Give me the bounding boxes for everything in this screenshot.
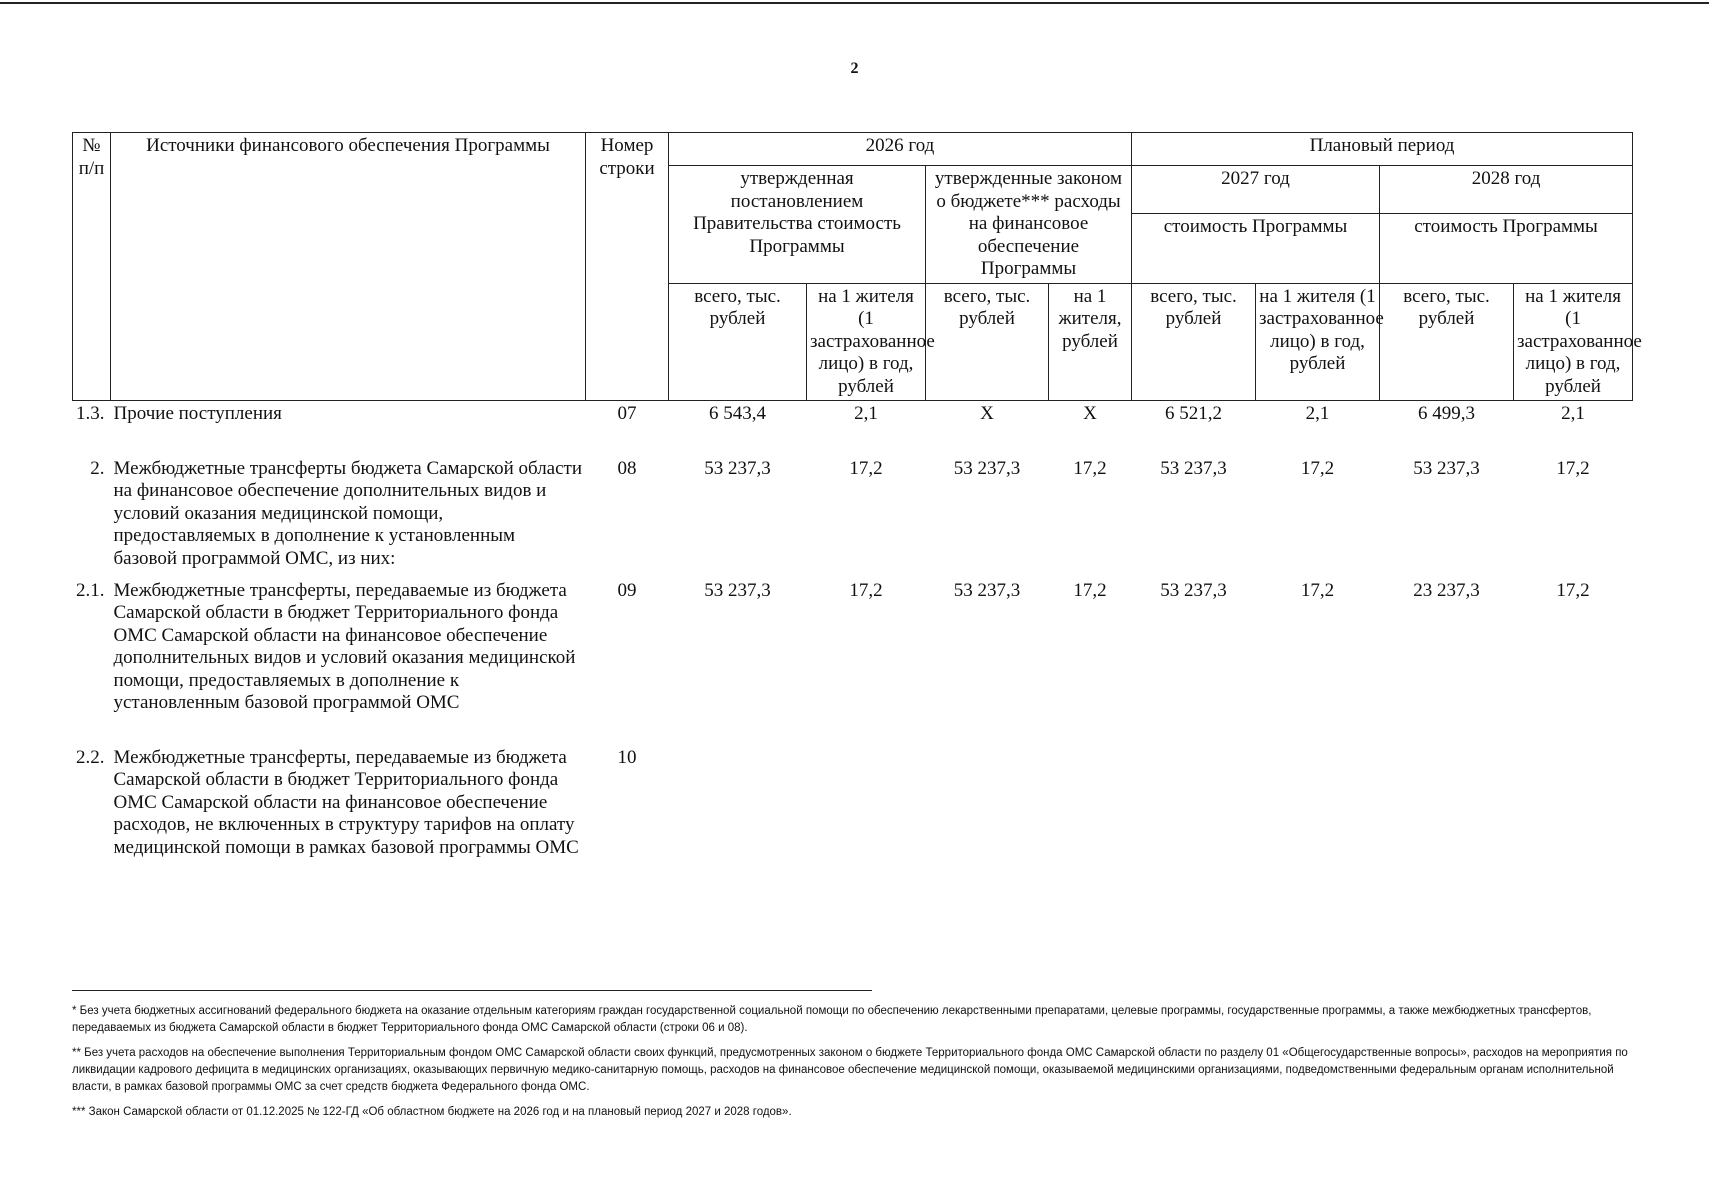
- row-value: [1132, 745, 1256, 862]
- row-line: 08: [617, 457, 637, 479]
- footnotes: [72, 990, 1632, 1129]
- row-value: 53 237,3: [953, 579, 1021, 601]
- header-program-cost-2028: стоимость Программы: [1414, 216, 1598, 237]
- header-total: всего, тыс. рублей: [669, 283, 807, 401]
- row-value: 17,2: [849, 457, 883, 479]
- row-value: 6 543,4: [709, 403, 766, 424]
- row-name: Межбюджетные трансферты бюджета Самарской области на финансовое обеспечение дополнительных видов и условий оказания медицинской помощи, предоставляемых в дополнение к установленным базовой программой ОМС, из них:: [113, 457, 583, 569]
- header-approved-law: утвержденные законом о бюджете*** расходы на финансовое обеспечение Программы: [926, 166, 1132, 284]
- row-value: [1514, 745, 1633, 862]
- table-row: [73, 456, 1633, 578]
- row-name: Прочие поступления: [113, 403, 282, 424]
- row-value: [1256, 745, 1380, 862]
- row-num: 2.1.: [76, 579, 105, 601]
- header-2028-group: [1380, 166, 1633, 284]
- header-year-2026: 2026 год: [669, 133, 1132, 166]
- row-value: 17,2: [1300, 579, 1335, 601]
- row-value: 17,2: [1556, 457, 1590, 479]
- row-value: 53 237,3: [704, 457, 771, 479]
- header-total: всего, тыс. рублей: [1380, 283, 1514, 401]
- row-value: 6 499,3: [1418, 403, 1476, 424]
- header-planned-period: Плановый период: [1132, 133, 1633, 166]
- header-source: Источники финансового обеспечения Программы: [111, 133, 586, 401]
- table-row: [73, 578, 1633, 745]
- footnote-3: *** Закон Самарской области от 01.12.2025 № 122-ГД «Об областном бюджете на 2026 год и на плановый период 2027 и 2028 годов».: [72, 1106, 792, 1118]
- table-row: [73, 401, 1633, 456]
- financing-sources-table: [72, 132, 1642, 861]
- row-num: 2.: [90, 457, 105, 479]
- row-value: 2,1: [1561, 403, 1585, 424]
- header-year-2027: 2027 год: [1132, 166, 1379, 214]
- row-value: 53 237,3: [953, 457, 1021, 479]
- header-year-2028: 2028 год: [1380, 166, 1632, 214]
- row-value: 23 237,3: [1413, 579, 1480, 601]
- header-per-person-year: на 1 жителя (1 застрахованное лицо) в год, рублей: [807, 283, 926, 401]
- row-value: 53 237,3: [1160, 457, 1227, 479]
- table-header: [73, 133, 1642, 401]
- table-row: [73, 745, 1633, 862]
- header-line-number: Номер строки: [586, 133, 669, 401]
- row-value: 6 521,2: [1165, 403, 1223, 424]
- row-value: 2,1: [854, 403, 878, 424]
- footnote-1: * Без учета бюджетных ассигнований федерального бюджета на оказание отдельным категориям граждан государственной социальной помощи по обеспечению лекарственными препаратами, целевые программы, государственные программы, а также межбюджетных трансфертов, передаваемых из бюджета Самарской области в бюджет Территориального фонда ОМС Самарской области (строки 06 и 08).: [72, 1005, 1592, 1034]
- row-name: Межбюджетные трансферты, передаваемые из бюджета Самарской области в бюджет Территориального фонда ОМС Самарской области на финансовое обеспечение дополнительных видов и условий оказания медицинской помощи, предоставляемых в дополнение к установленным базовой программой ОМС: [113, 579, 576, 713]
- header-num: № п/п: [73, 133, 111, 401]
- table-body: [73, 401, 1633, 862]
- page-number: 2: [850, 60, 859, 77]
- row-line: 09: [617, 579, 637, 601]
- header-approved-cost: утвержденная постановлением Правительства стоимость Программы: [669, 166, 926, 284]
- row-line: 07: [617, 403, 637, 424]
- row-value: [1380, 745, 1514, 862]
- footnote-2: ** Без учета расходов на обеспечение выполнения Территориальным фондом ОМС Самарской области своих функций, предусмотренных законом о бюджете Территориального фонда ОМС Самарской области по разделу 01 «Общегосударственные вопросы», расходов на мероприятия по ликвидации кадрового дефицита в медицинских организациях, оказывающих первичную медико-санитарную помощь, расходов на финансовое обеспечение медицинской помощи, оказываемой медицинскими организациями, подведомственными федеральным органам исполнительной власти, в рамках базовой программы ОМС за счет средств бюджета Федерального фонда ОМС.: [72, 1047, 1628, 1093]
- header-total: всего, тыс. рублей: [926, 283, 1049, 401]
- row-value: 53 237,3: [704, 579, 771, 601]
- header-per-person-year: на 1 жителя (1 застрахованное лицо) в год, рублей: [1256, 283, 1380, 401]
- row-value: X: [980, 403, 994, 424]
- header-per-person: на 1 жителя, рублей: [1049, 283, 1132, 401]
- row-value: 17,2: [1073, 579, 1107, 601]
- header-per-person-year: на 1 жителя (1 застрахованное лицо) в год, рублей: [1514, 283, 1633, 401]
- row-num: 1.3.: [76, 403, 105, 424]
- top-border-line: [0, 2, 1709, 4]
- row-num: 2.2.: [76, 746, 105, 768]
- header-2027-group: [1132, 166, 1380, 284]
- row-line: 10: [617, 746, 637, 768]
- row-value: 53 237,3: [1160, 579, 1227, 601]
- row-value: [1049, 745, 1132, 862]
- row-value: 53 237,3: [1413, 457, 1480, 479]
- row-value: 17,2: [1073, 457, 1107, 479]
- row-value: X: [1083, 403, 1097, 424]
- row-value: [669, 745, 807, 862]
- row-value: 2,1: [1305, 403, 1330, 424]
- header-total: всего, тыс. рублей: [1132, 283, 1256, 401]
- row-name: Межбюджетные трансферты, передаваемые из бюджета Самарской области в бюджет Территориального фонда ОМС Самарской области на финансовое обеспечение расходов, не включенных в структуру тарифов на оплату медицинской помощи в рамках базовой программы ОМС: [113, 746, 579, 858]
- row-value: 17,2: [1556, 579, 1590, 601]
- row-value: [926, 745, 1049, 862]
- footnote-divider: [72, 990, 872, 991]
- row-value: [807, 745, 926, 862]
- row-value: 17,2: [849, 579, 883, 601]
- row-value: 17,2: [1300, 457, 1335, 479]
- header-program-cost-2027: стоимость Программы: [1163, 216, 1348, 237]
